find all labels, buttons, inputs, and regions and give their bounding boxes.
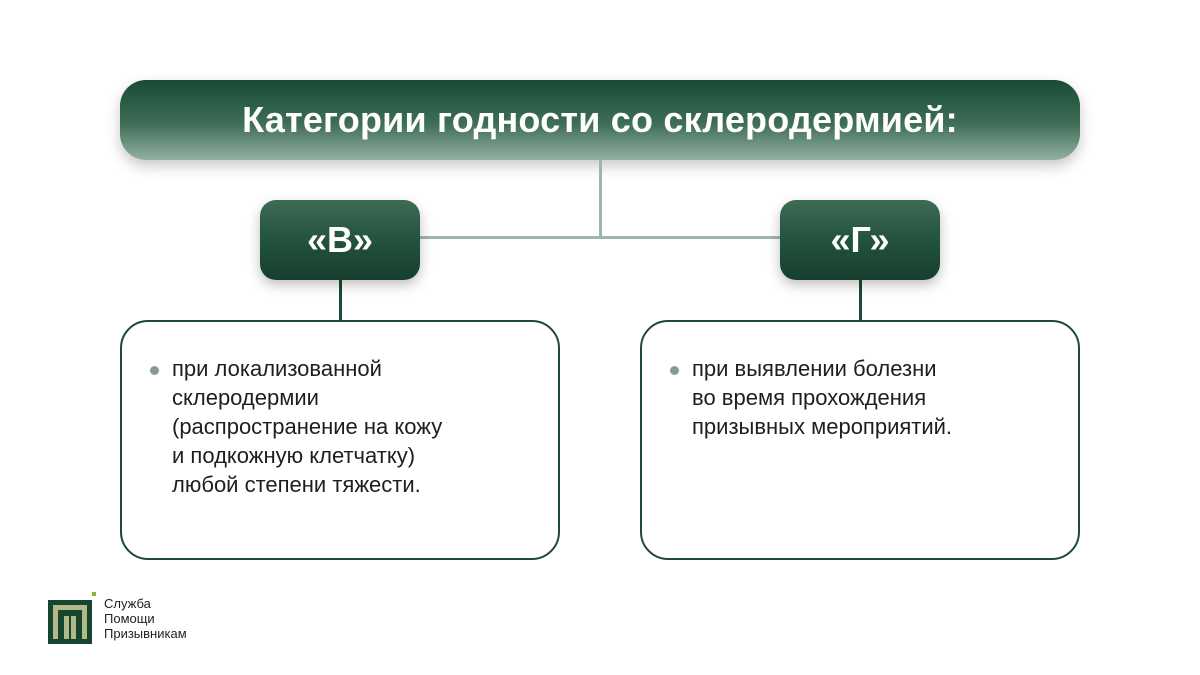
category-g-box	[780, 200, 940, 280]
category-v-box	[260, 200, 420, 280]
connector-horizontal	[420, 236, 780, 239]
logo	[48, 592, 187, 644]
connector-category-v	[339, 280, 342, 320]
category-g-description-box	[640, 320, 1080, 560]
category-v-description-box	[120, 320, 560, 560]
diagram-title: Категории годности со склеродермией:	[242, 99, 958, 140]
connector-category-g	[859, 280, 862, 320]
category-v-label: «В»	[306, 219, 374, 260]
bullet-icon	[150, 366, 159, 375]
connector-title-stem	[599, 160, 602, 239]
category-g-label: «Г»	[830, 219, 890, 260]
bullet-icon	[670, 366, 679, 375]
diagram-title-bar	[120, 80, 1080, 160]
logo-text: Служба Помощи Призывникам	[104, 595, 187, 641]
category-v-description: при локализованной склеродермии (распространение на кожу и подкожную клетчатку) любой степени тяжести.	[172, 356, 443, 497]
logo-mark-icon	[48, 592, 96, 644]
category-g-description: при выявлении болезни во время прохождения призывных мероприятий.	[692, 356, 953, 439]
